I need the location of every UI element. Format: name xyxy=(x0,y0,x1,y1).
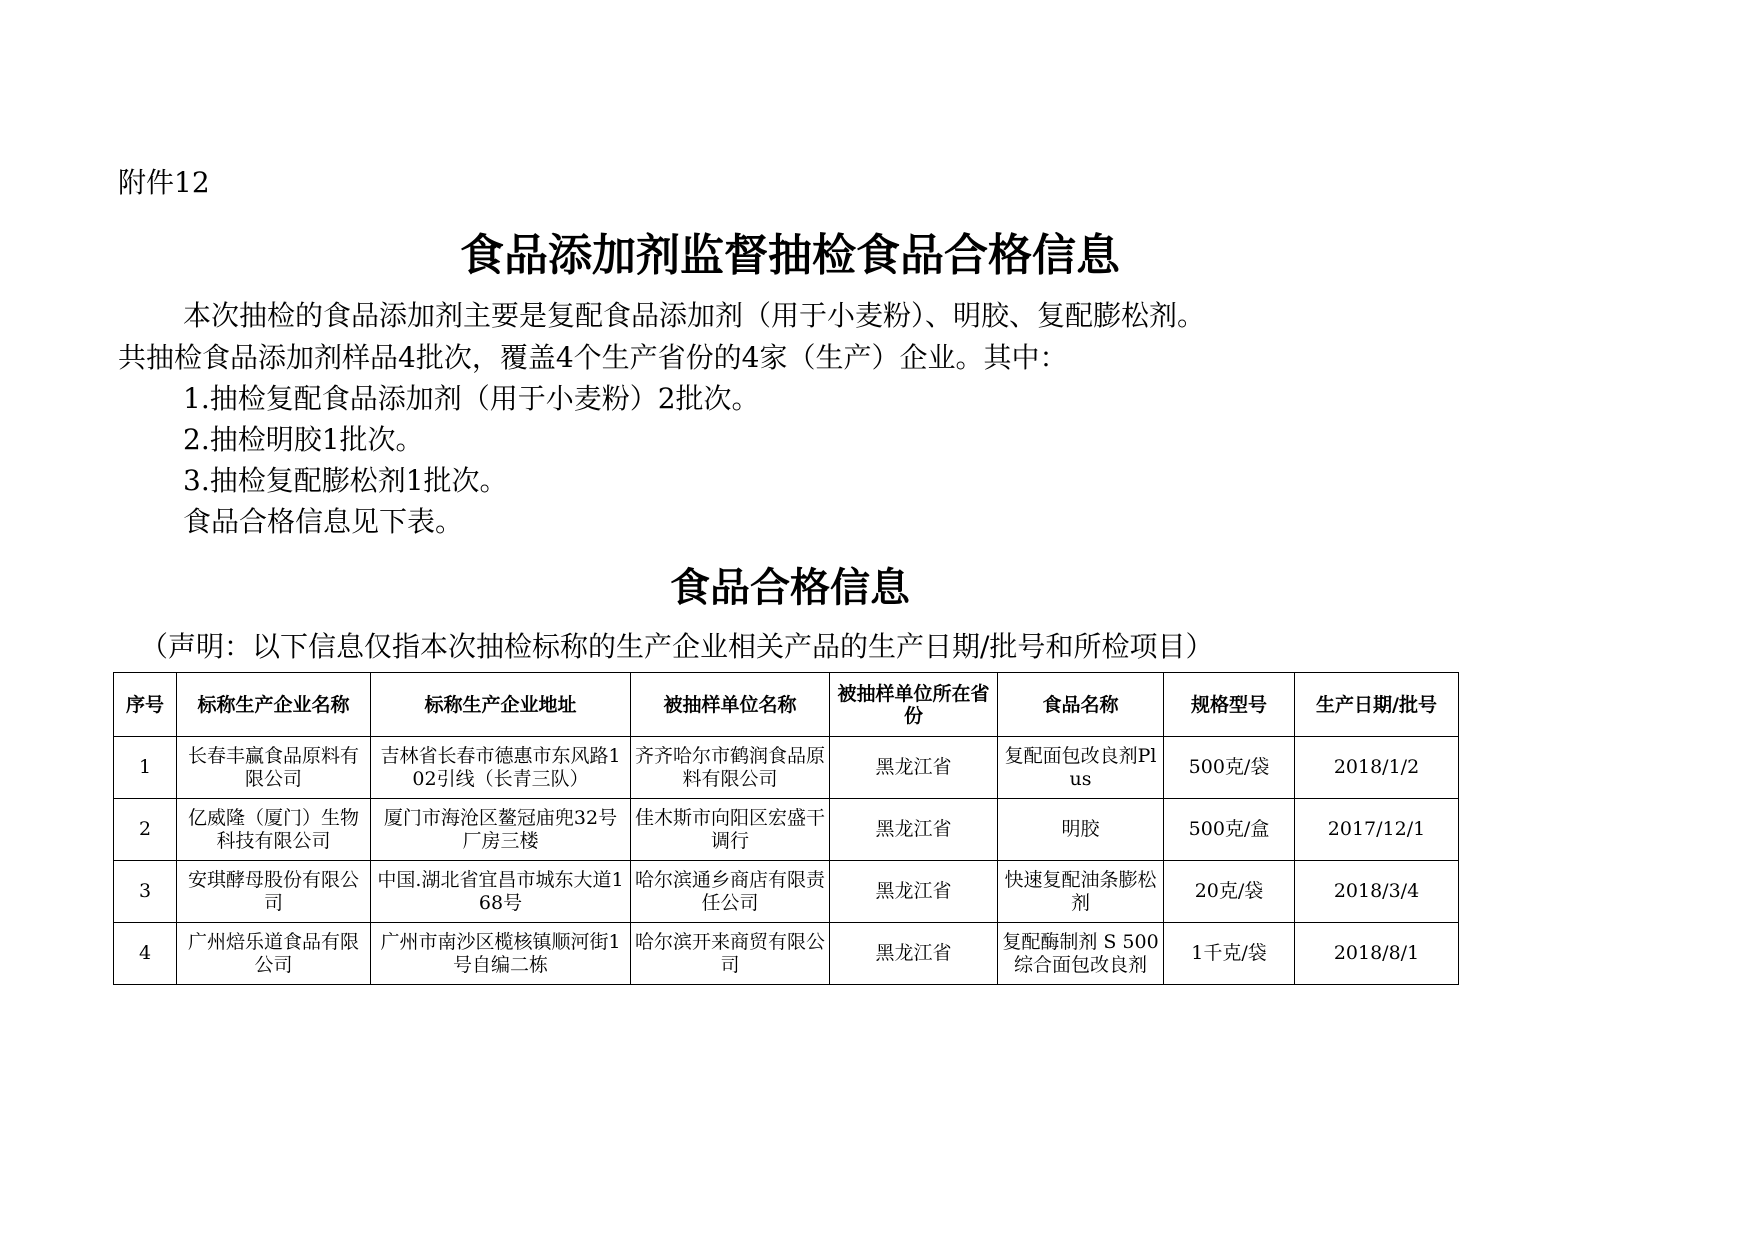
cell-sampled-unit: 哈尔滨开来商贸有限公司 xyxy=(631,923,830,985)
cell-serial: 1 xyxy=(114,737,177,799)
intro-item-3: 3.抽检复配膨松剂1批次。 xyxy=(183,464,508,497)
intro-line-1: 本次抽检的食品添加剂主要是复配食品添加剂（用于小麦粉）、明胶、复配膨松剂。 xyxy=(183,299,1206,332)
statement-note: （声明：以下信息仅指本次抽检标称的生产企业相关产品的生产日期/批号和所检项目） xyxy=(140,630,1214,663)
header-production-date: 生产日期/批号 xyxy=(1295,673,1459,737)
cell-date: 2018/3/4 xyxy=(1295,861,1459,923)
cell-date: 2018/8/1 xyxy=(1295,923,1459,985)
cell-date: 2017/12/1 xyxy=(1295,799,1459,861)
cell-address: 吉林省长春市德惠市东风路102引线（长青三队） xyxy=(371,737,631,799)
header-food-name: 食品名称 xyxy=(998,673,1164,737)
header-manufacturer: 标称生产企业名称 xyxy=(177,673,371,737)
header-spec: 规格型号 xyxy=(1164,673,1295,737)
cell-serial: 2 xyxy=(114,799,177,861)
cell-serial: 3 xyxy=(114,861,177,923)
cell-province: 黑龙江省 xyxy=(830,923,998,985)
cell-manufacturer: 长春丰赢食品原料有限公司 xyxy=(177,737,371,799)
cell-manufacturer: 广州焙乐道食品有限公司 xyxy=(177,923,371,985)
cell-province: 黑龙江省 xyxy=(830,737,998,799)
cell-food-name: 明胶 xyxy=(998,799,1164,861)
header-sampled-unit: 被抽样单位名称 xyxy=(631,673,830,737)
cell-serial: 4 xyxy=(114,923,177,985)
cell-spec: 500克/盒 xyxy=(1164,799,1295,861)
header-manufacturer-address: 标称生产企业地址 xyxy=(371,673,631,737)
qualified-food-table xyxy=(113,672,1459,985)
intro-closing: 食品合格信息见下表。 xyxy=(183,505,464,538)
cell-province: 黑龙江省 xyxy=(830,861,998,923)
table-row xyxy=(114,923,1459,985)
cell-sampled-unit: 佳木斯市向阳区宏盛干调行 xyxy=(631,799,830,861)
cell-food-name: 快速复配油条膨松剂 xyxy=(998,861,1164,923)
cell-spec: 500克/袋 xyxy=(1164,737,1295,799)
cell-sampled-unit: 哈尔滨通乡商店有限责任公司 xyxy=(631,861,830,923)
table-row xyxy=(114,737,1459,799)
table-header-row xyxy=(114,673,1459,737)
table-row xyxy=(114,799,1459,861)
cell-food-name: 复配酶制剂 S 500 综合面包改良剂 xyxy=(998,923,1164,985)
attachment-label: 附件12 xyxy=(118,166,210,199)
cell-food-name: 复配面包改良剂Plus xyxy=(998,737,1164,799)
cell-address: 厦门市海沧区鳌冠庙兜32号厂房三楼 xyxy=(371,799,631,861)
intro-item-1: 1.抽检复配食品添加剂（用于小麦粉）2批次。 xyxy=(183,382,760,415)
intro-line-2: 共抽检食品添加剂样品4批次，覆盖4个生产省份的4家（生产）企业。其中： xyxy=(118,341,1068,374)
cell-address: 中国.湖北省宜昌市城东大道168号 xyxy=(371,861,631,923)
cell-manufacturer: 安琪酵母股份有限公司 xyxy=(177,861,371,923)
page-title: 食品添加剂监督抽检食品合格信息 xyxy=(460,230,1120,281)
header-sampled-province: 被抽样单位所在省份 xyxy=(830,673,998,737)
cell-province: 黑龙江省 xyxy=(830,799,998,861)
intro-item-2: 2.抽检明胶1批次。 xyxy=(183,423,424,456)
cell-sampled-unit: 齐齐哈尔市鹤润食品原料有限公司 xyxy=(631,737,830,799)
cell-manufacturer: 亿威隆（厦门）生物科技有限公司 xyxy=(177,799,371,861)
cell-date: 2018/1/2 xyxy=(1295,737,1459,799)
cell-spec: 20克/袋 xyxy=(1164,861,1295,923)
cell-address: 广州市南沙区榄核镇顺河街1号自编二栋 xyxy=(371,923,631,985)
cell-spec: 1千克/袋 xyxy=(1164,923,1295,985)
header-serial: 序号 xyxy=(114,673,177,737)
table-row xyxy=(114,861,1459,923)
table-title: 食品合格信息 xyxy=(670,565,910,611)
